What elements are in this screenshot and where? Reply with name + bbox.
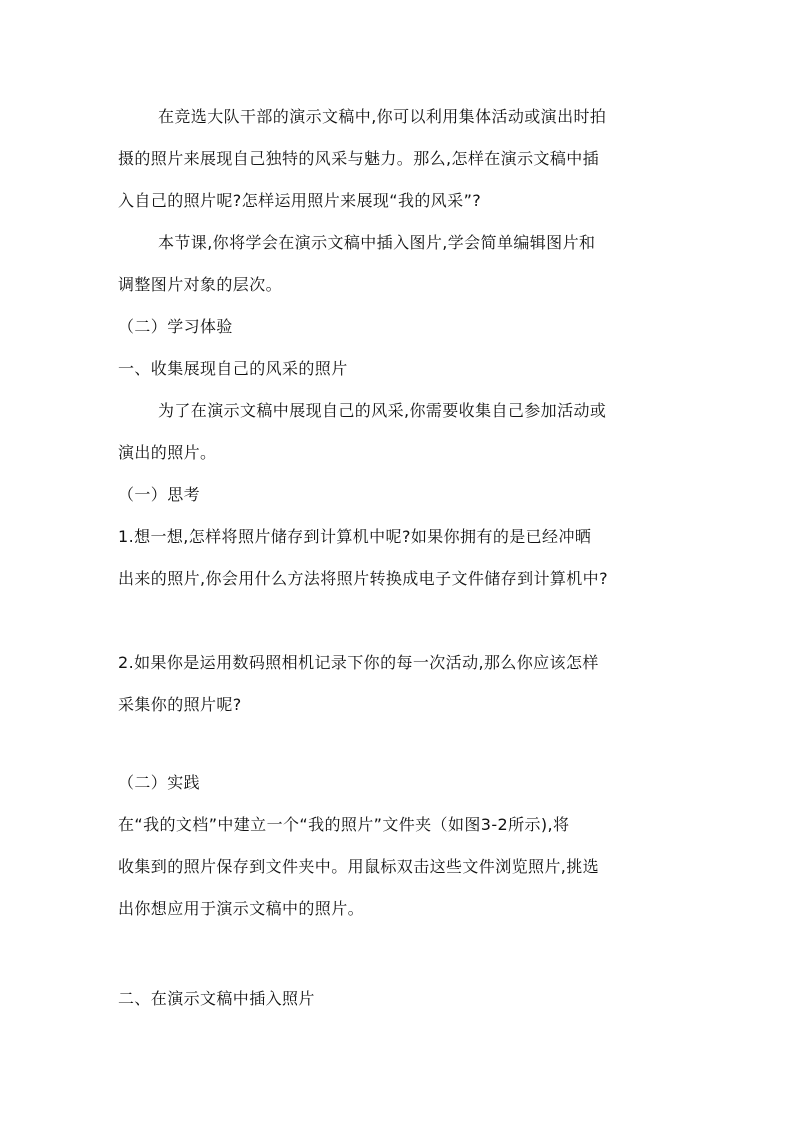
intro-paragraph-line-1: 在竞选大队干部的演示文稿中,你可以利用集体活动或演出时拍 bbox=[158, 107, 607, 126]
intro-paragraph-line-2: 摄的照片来展现自己独特的风采与魅力。那么,怎样在演示文稿中插 bbox=[118, 149, 600, 168]
question-two-line-1: 2.如果你是运用数码照相机记录下你的每一次活动,那么你应该怎样 bbox=[118, 653, 599, 672]
part-one-intro-line-2: 演出的照片。 bbox=[118, 443, 217, 462]
question-one-line-1: 1.想一想,怎样将照片储存到计算机中呢?如果你拥有的是已经冲晒 bbox=[118, 527, 592, 546]
part-one-heading: 一、收集展现自己的风采的照片 bbox=[118, 359, 348, 378]
practice-line-3: 出你想应用于演示文稿中的照片。 bbox=[118, 899, 365, 918]
lesson-goal-line-1: 本节课,你将学会在演示文稿中插入图片,学会简单编辑图片和 bbox=[158, 233, 596, 252]
practice-heading: （二）实践 bbox=[118, 773, 201, 792]
part-two-heading: 二、在演示文稿中插入照片 bbox=[118, 989, 315, 1008]
intro-paragraph-line-3: 入自己的照片呢?怎样运用照片来展现“我的风采”? bbox=[118, 191, 482, 210]
practice-line-1: 在“我的文档”中建立一个“我的照片”文件夹（如图3-2所示),将 bbox=[118, 815, 570, 834]
question-two-line-2: 采集你的照片呢? bbox=[118, 695, 242, 714]
thinking-heading: （一）思考 bbox=[118, 485, 201, 504]
practice-line-2: 收集到的照片保存到文件夹中。用鼠标双击这些文件浏览照片,挑选 bbox=[118, 857, 600, 876]
part-one-intro-line-1: 为了在演示文稿中展现自己的风采,你需要收集自己参加活动或 bbox=[158, 401, 607, 420]
section-learning-experience: （二）学习体验 bbox=[118, 317, 233, 336]
question-one-line-2: 出来的照片,你会用什么方法将照片转换成电子文件储存到计算机中? bbox=[118, 569, 608, 588]
lesson-goal-line-2: 调整图片对象的层次。 bbox=[118, 275, 283, 294]
